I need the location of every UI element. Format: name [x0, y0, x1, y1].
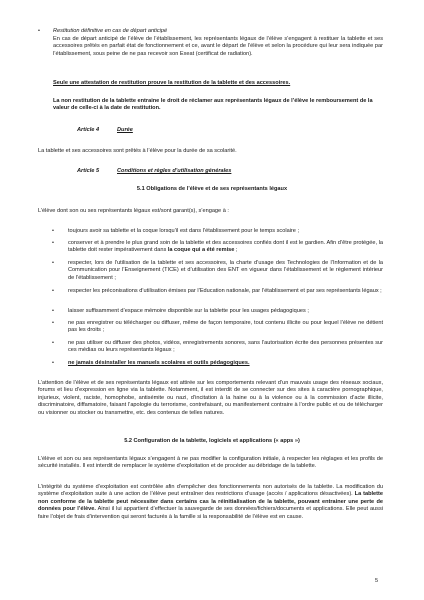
integrity-paragraph	[38, 484, 383, 521]
bullet: •	[52, 360, 54, 366]
duree-text: La tablette et ses accessoires sont prêtés à l’élève pour la durée de sa scolarité.	[38, 148, 237, 154]
integrity-text-a: L’intégrité du système d’exploitation est contrôlée afin d’empêcher des fonctionnements non autorisés de la tablette. La modification du système d’exploitation suite à une action de l’élève peut entraîner des restrictions d’usage (accès / applications désactivées).	[38, 484, 383, 498]
obligation-item-text: conserver et à prendre le plus grand soin de la tablette et des accessoires confiés dont il est le gardien. Afin d’être protégée, la tablette doit rester impérativement dans	[68, 240, 383, 254]
obligation-item: laisser suffisamment d’espace mémoire disponible sur la tablette pour les usages pédagogiques ;	[68, 308, 309, 314]
bullet: •	[52, 288, 54, 294]
article4-num: Article 4	[77, 127, 100, 133]
obligation-item: respecter, lors de l’utilisation de la tablette et ses accessoires, la charte d’usage des Technologies de l’Information et de la Communication pour l’Enseignement (TICE) et d’utilisation des ENT en vigueur dans l’établissement et le règlement intérieur de l’établissement ;	[68, 260, 383, 281]
section-5-2-heading: 5.2 Configuration de la tablette, logiciels et applications (« apps »)	[124, 438, 300, 444]
bullet: •	[52, 260, 54, 266]
restitution-heading: Restitution définitive en cas de départ anticipé	[53, 28, 168, 34]
article5-title: Conditions et règles d’utilisation générales	[117, 168, 232, 174]
obligation-item-bold: la coque qui a été remise	[167, 247, 235, 254]
obligation-item: toujours avoir sa tablette et la coque lorsqu’il est dans l’établissement pour le temps scolaire ;	[68, 228, 300, 234]
intro-5-1: L’élève dont son ou ses représentants légaux est/sont garant(s), s’engage à :	[38, 208, 229, 214]
bullet: •	[52, 320, 54, 326]
article5-num: Article 5	[77, 168, 100, 174]
obligation-item-end: ;	[234, 247, 238, 254]
article4-title: Durée	[117, 127, 133, 133]
integrity-text-c: Ainsi il lui appartient d’effectuer la sauvegarde de ses données/fichiers/documents et applications. Elle peut aussi faire l’objet de frais d’intervention qui seront facturés à la famille si la responsabilité de l’élève est en cause.	[38, 506, 383, 520]
obligation-item: ne pas enregistrer ou télécharger ou diffuser, même de façon temporaire, tout contenu illicite ou pour lequel l’élève ne détient pas les droits ;	[68, 320, 383, 334]
attestation-text: Seule une attestation de restitution prouve la restitution de la tablette et des accessoires.	[53, 80, 291, 86]
obligation-item: ne jamais désinstaller les manuels scolaires et outils pédagogiques.	[68, 360, 250, 366]
bullet: •	[38, 28, 40, 34]
obligation-item: respecter les préconisations d’utilisation émises par l’Education nationale, par l’établissement et par ses représentants légaux ;	[68, 288, 382, 294]
obligation-item: ne pas utiliser ou diffuser des photos, vidéos, enregistrements sonores, sans l’autorisation écrite des personnes présentes sur ces médias ou leurs représentants légaux ;	[68, 340, 383, 354]
obligation-item	[68, 240, 383, 255]
non-restitution-text: La non restitution de la tablette entraine le droit de réclamer aux représentants légaux de l’élève le remboursement de la valeur de celle-ci à la date de restitution.	[53, 98, 373, 112]
section-5-1-heading: 5.1 Obligations de l’élève et de ses représentants légaux	[136, 186, 288, 192]
bullet: •	[52, 240, 54, 246]
bullet: •	[52, 228, 54, 234]
bullet: •	[52, 340, 54, 346]
bullet: •	[52, 308, 54, 314]
attention-paragraph: L’attention de l’élève et de ses représentants légaux est attirée sur les comportements relevant d’un mauvais usage des réseaux sociaux, forums et lieu d’expression en ligne via la tablette. Notamment, il est interdit de se connecter sur des sites à caractère pornographique, injurieux, violent, raciste, homophobe, antisémite ou nazi, d’incitation à la haine ou à la violence ou à la commission d’acte illicite, discriminatoire, diffamatoire, faisant l’apologie du terrorisme, contrefaisant, ou manifestement contraire à l’ordre public et ou de télécharger ou visionner ou stocker ou transmettre, etc. des contenus de telles natures.	[38, 380, 383, 416]
integrity-text-bold: La tablette non conforme de la tablette peut nécessiter dans certains cas la réinitialisation de la tablette, pouvant entrainer une perte de données pour l’élève.	[38, 491, 383, 513]
restitution-text: En cas de départ anticipé de l’élève de l’établissement, les représentants légaux de l’élève s’engagent à restituer la tablette et ses accessoires prêtés en parfait état de fonctionnement et ce, avant le départ de l’élève et selon la procédure qui leur sera indiquée par l’établissement, sous peine de ne pas recevoir son Exeat (certificat de radiation).	[53, 36, 383, 57]
page-number: 5	[375, 578, 379, 584]
config-paragraph: L’élève et son ou ses représentants légaux s’engagent à ne pas modifier la configuration initiale, à respecter les réglages et les profils de sécurité installés. Il est interdit de remplacer le système d’exploitation et de procéder au débridage de la tablette.	[38, 456, 383, 470]
